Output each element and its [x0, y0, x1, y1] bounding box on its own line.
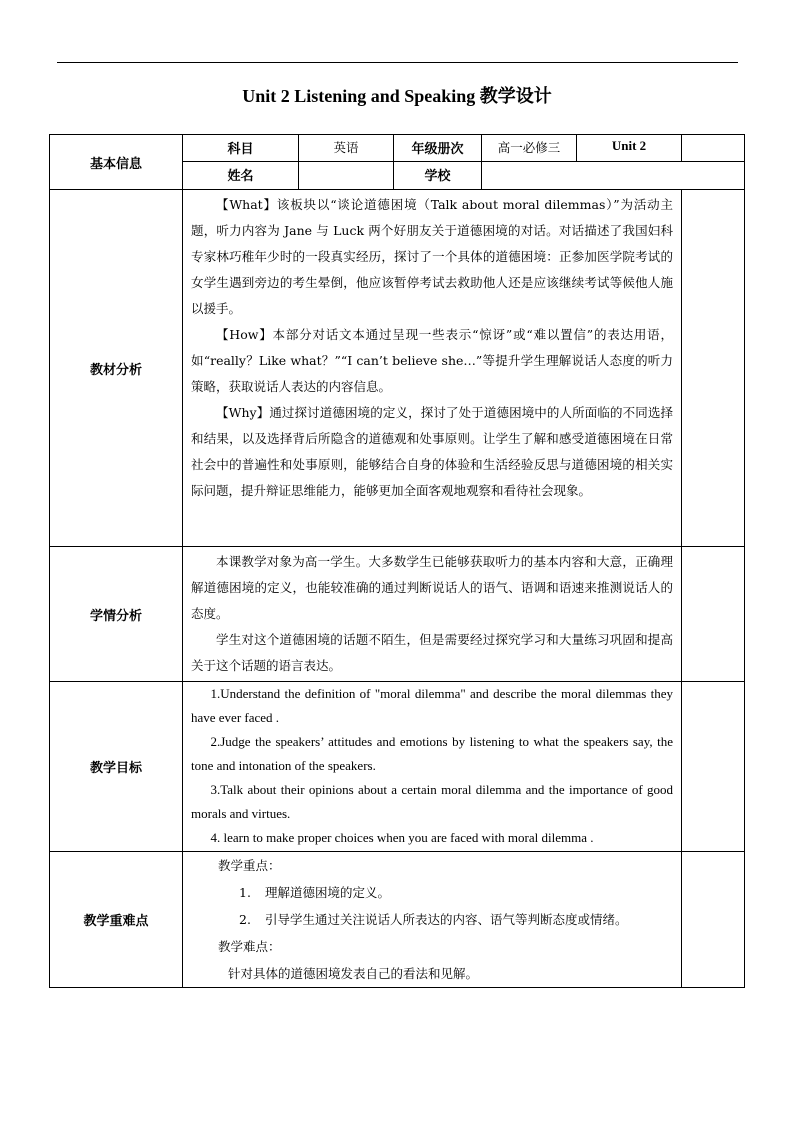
difficulty-heading: 教学难点：	[218, 939, 281, 954]
name-value	[298, 161, 394, 190]
focus-item-text: 引导学生通过关注说话人所表达的内容、语气等判断态度或情绪。	[265, 912, 628, 927]
header-rule	[57, 62, 738, 63]
material-analysis-content	[182, 189, 682, 547]
objectives-content	[182, 681, 682, 852]
page-title: Unit 2 Listening and Speaking 教学设计	[242, 86, 552, 106]
name-label: 姓名	[182, 161, 299, 190]
learner-analysis-label: 学情分析	[49, 546, 183, 682]
focus-item	[191, 879, 673, 906]
objective-item: 2.Judge the speakers’ attitudes and emotions by listening to what the speakers say, the tone and intonation of the speakers.	[191, 734, 673, 773]
basic-info-label: 基本信息	[49, 134, 183, 190]
learner-analysis-content	[182, 546, 682, 682]
focus-item	[191, 906, 673, 933]
material-what-paragraph: 【What】该板块以“谈论道德困境（Talk about moral dilemmas）”为活动主题，听力内容为 Jane 与 Luck 两个好朋友关于道德困境的对话。对话描述了我国妇科专家林巧稚年少时的一段真实经历，探讨了一个具体的道德困境：正参加医学院考试的女学生遇到旁边的考生晕倒，他应该暂停考试去救助他人还是应该继续考试等候他人施以援手。	[191, 197, 673, 316]
difficulty-text: 针对具体的道德困境发表自己的看法和见解。	[228, 966, 479, 981]
learner-paragraph-2: 学生对这个道德困境的话题不陌生，但是需要经过探究学习和大量练习巩固和提高关于这个话题的语言表达。	[191, 632, 673, 673]
objective-item: 1.Understand the definition of "moral dilemma" and describe the moral dilemmas they have ever faced .	[191, 686, 673, 725]
objectives-label: 教学目标	[49, 681, 183, 852]
material-how-paragraph: 【How】本部分对话文本通过呈现一些表示“惊讶”或“难以置信”的表达用语，如“really？Like what？”“I can’t believe she…”等提升学生理解说话人态度的听力策略，获取说话人表达的内容信息。	[191, 327, 673, 394]
grade-label: 年级册次	[393, 134, 482, 162]
school-value	[481, 161, 745, 190]
key-points-notes	[681, 851, 745, 988]
objectives-notes	[681, 681, 745, 852]
material-analysis-label: 教材分析	[49, 189, 183, 547]
school-label: 学校	[393, 161, 482, 190]
focus-heading: 教学重点：	[218, 858, 281, 873]
material-why-paragraph: 【Why】通过探讨道德困境的定义，探讨了处于道德困境中的人所面临的不同选择和结果，以及选择背后所隐含的道德观和处事原则。让学生了解和感受道德困境在日常社会中的普遍性和处事原则，能够结合自身的体验和生活经验反思与道德困境的相关实际问题，提升辩证思维能力，能够更加全面客观地观察和看待社会现象。	[191, 405, 673, 498]
blank-cell	[681, 134, 745, 162]
material-analysis-notes	[681, 189, 745, 547]
unit-value: Unit 2	[576, 134, 682, 162]
focus-item-number: 2.	[239, 912, 251, 927]
key-points-label: 教学重难点	[49, 851, 183, 988]
key-points-content	[182, 851, 682, 988]
subject-value: 英语	[298, 134, 394, 162]
focus-item-number: 1.	[239, 885, 251, 900]
learner-paragraph-1: 本课教学对象为高一学生。大多数学生已能够获取听力的基本内容和大意，正确理解道德困境的定义，也能较准确的通过判断说话人的语气、语调和语速来推测说话人的态度。	[191, 554, 673, 621]
subject-label: 科目	[182, 134, 299, 162]
objective-item: 3.Talk about their opinions about a certain moral dilemma and the importance of good morals and virtues.	[191, 782, 673, 821]
learner-analysis-notes	[681, 546, 745, 682]
grade-value: 高一必修三	[481, 134, 577, 162]
focus-item-text: 理解道德困境的定义。	[265, 885, 391, 900]
objective-item: 4. learn to make proper choices when you are faced with moral dilemma .	[210, 830, 594, 845]
